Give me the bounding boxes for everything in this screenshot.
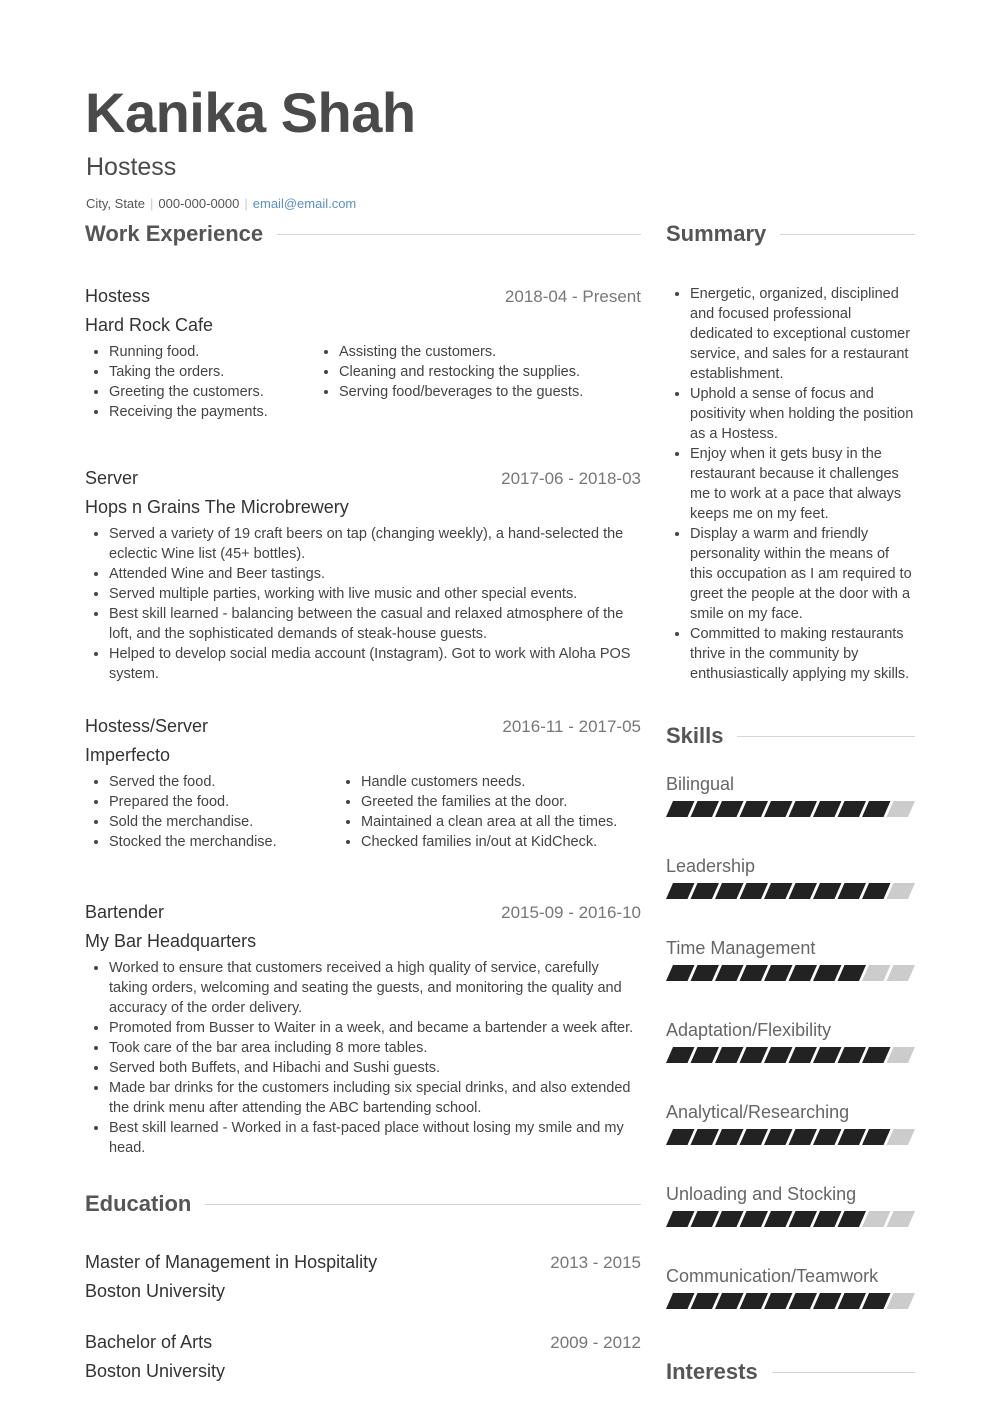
rating-segment-filled — [862, 801, 891, 817]
skills-heading — [666, 720, 915, 752]
rating-segment-filled — [740, 883, 769, 899]
rating-segment-filled — [789, 883, 818, 899]
rating-segment-filled — [740, 1211, 769, 1227]
rating-segment-filled — [715, 1211, 744, 1227]
rating-segment-filled — [740, 1293, 769, 1309]
job-company: My Bar Headquarters — [85, 931, 257, 951]
job-bullets — [85, 524, 641, 684]
school-name: Boston University — [85, 1281, 226, 1301]
bullet-column — [337, 772, 641, 852]
rating-segment-filled — [740, 1047, 769, 1063]
bullet-item: • Helped to develop social media account (Instagram). Got to work with Aloha POS system. — [109, 644, 641, 684]
skill-name: Leadership — [666, 856, 756, 876]
right-column — [666, 218, 915, 1388]
rating-segment-filled — [838, 801, 867, 817]
rating-segment-filled — [813, 801, 842, 817]
rating-segment-filled — [691, 801, 720, 817]
rating-segment-filled — [691, 883, 720, 899]
bullet-item: • Served a variety of 19 craft beers on tap (changing weekly), a hand-selected the eclectic Wine list (45+ bottles). — [109, 524, 641, 564]
education-dates: 2009 - 2012 — [550, 1333, 641, 1352]
rating-segment-filled — [740, 801, 769, 817]
skill-rating-graphic — [666, 1293, 915, 1309]
rating-segment-empty — [887, 965, 916, 981]
bullet-item: • Prepared the food. — [109, 792, 337, 812]
rating-segment-filled — [666, 965, 695, 981]
interests-heading — [666, 1356, 915, 1388]
rating-segment-empty — [862, 965, 891, 981]
rating-segment-filled — [862, 1047, 891, 1063]
bullet-item: • Served multiple parties, working with live music and other special events. — [109, 584, 641, 604]
rating-segment-filled — [862, 1293, 891, 1309]
rating-segment-empty — [887, 1047, 916, 1063]
contact-separator: | — [150, 196, 154, 211]
rating-segment-empty — [887, 801, 916, 817]
skill-rating-bar — [666, 1211, 915, 1227]
skills-list — [666, 772, 915, 1346]
rating-segment-empty — [887, 883, 916, 899]
rating-segment-filled — [789, 1293, 818, 1309]
rating-segment-empty — [887, 1129, 916, 1145]
bullet-item: • Handle customers needs. — [361, 772, 641, 792]
rating-segment-filled — [838, 883, 867, 899]
section-title: Interests — [666, 1359, 758, 1384]
bullet-item: • Served the food. — [109, 772, 337, 792]
rating-segment-filled — [838, 965, 867, 981]
bullet-item: • Took care of the bar area including 8 more tables. — [109, 1038, 641, 1058]
bullet-item: • Cleaning and restocking the supplies. — [339, 362, 641, 382]
bullet-column — [85, 342, 315, 422]
rating-segment-filled — [715, 883, 744, 899]
rating-segment-filled — [691, 965, 720, 981]
summary-item: • Committed to making restaurants thrive in the community by enthusiastically applying my skills. — [690, 624, 915, 684]
section-divider — [772, 1372, 915, 1373]
bullet-item: • Running food. — [109, 342, 315, 362]
section-divider — [780, 234, 915, 235]
summary-list — [666, 284, 915, 684]
section-title: Education — [85, 1191, 192, 1216]
skill-rating-bar — [666, 883, 915, 899]
skill-name: Bilingual — [666, 774, 735, 794]
education-heading — [85, 1188, 641, 1220]
skill-name: Communication/Teamwork — [666, 1266, 879, 1286]
rating-segment-filled — [666, 801, 695, 817]
rating-segment-filled — [691, 1211, 720, 1227]
bullet-column — [85, 772, 337, 852]
section-divider — [205, 1204, 641, 1205]
bullet-item: • Greeting the customers. — [109, 382, 315, 402]
skill-rating-graphic — [666, 1211, 915, 1227]
bullet-item: • Taking the orders. — [109, 362, 315, 382]
rating-segment-filled — [764, 1047, 793, 1063]
summary-item: • Enjoy when it gets busy in the restaurant because it challenges me to work at a pace that always keeps me on my feet. — [690, 444, 915, 524]
school-name: Boston University — [85, 1361, 226, 1381]
contact-line — [86, 196, 356, 211]
rating-segment-filled — [666, 1211, 695, 1227]
education-header — [85, 1332, 641, 1353]
job-header — [85, 286, 641, 307]
job-header — [85, 716, 641, 737]
education-entry — [85, 1252, 641, 1302]
section-divider — [737, 736, 915, 737]
job-company: Imperfecto — [85, 745, 171, 765]
rating-segment-filled — [789, 1129, 818, 1145]
summary-item: • Display a warm and friendly personality within the means of this occupation as I am required to greet the people at the door with a smile on my face. — [690, 524, 915, 624]
skill-item — [666, 854, 915, 936]
job-header — [85, 902, 641, 923]
rating-segment-filled — [813, 1211, 842, 1227]
email-link[interactable]: email@email.com — [252, 196, 357, 211]
rating-segment-filled — [715, 801, 744, 817]
rating-segment-filled — [789, 801, 818, 817]
skill-item — [666, 1264, 915, 1346]
summary-item: • Energetic, organized, disciplined and focused professional dedicated to exceptional customer service, and sales for a restaurant establishment. — [690, 284, 915, 384]
skill-name: Analytical/Researching — [666, 1102, 850, 1122]
job-dates: 2015-09 - 2016-10 — [501, 903, 641, 922]
rating-segment-filled — [838, 1047, 867, 1063]
job-role: Hostess/Server — [85, 716, 209, 736]
skill-rating-graphic — [666, 1047, 915, 1063]
job-bullets — [85, 958, 641, 1158]
contact-separator: | — [244, 196, 248, 211]
skill-item — [666, 1182, 915, 1264]
rating-segment-empty — [887, 1293, 916, 1309]
rating-segment-filled — [813, 1047, 842, 1063]
skill-rating-bar — [666, 801, 915, 817]
job-entry — [85, 468, 641, 684]
left-column — [85, 218, 641, 1382]
job-role: Bartender — [85, 902, 165, 922]
rating-segment-filled — [715, 1129, 744, 1145]
skill-rating-graphic — [666, 801, 915, 817]
rating-segment-filled — [838, 1211, 867, 1227]
skill-item — [666, 772, 915, 854]
location-text: City, State — [86, 196, 146, 211]
skill-item — [666, 936, 915, 1018]
degree-name: Bachelor of Arts — [85, 1332, 213, 1352]
rating-segment-filled — [789, 1047, 818, 1063]
bullet-item: • Worked to ensure that customers received a high quality of service, carefully taking orders, welcoming and seating the guests, and monitoring the quality and accuracy of the order delivery. — [109, 958, 641, 1018]
rating-segment-filled — [764, 801, 793, 817]
skill-item — [666, 1100, 915, 1182]
job-entry — [85, 716, 641, 852]
skill-rating-bar — [666, 965, 915, 981]
bullet-item: • Stocked the merchandise. — [109, 832, 337, 852]
job-header — [85, 468, 641, 489]
job-dates: 2018-04 - Present — [504, 287, 641, 306]
rating-segment-filled — [813, 965, 842, 981]
rating-segment-empty — [887, 1211, 916, 1227]
bullet-item: • Best skill learned - Worked in a fast-paced place without losing my smile and my head. — [109, 1118, 641, 1158]
job-role: Hostess — [85, 286, 151, 306]
education-entry — [85, 1332, 641, 1382]
bullet-item: • Promoted from Busser to Waiter in a week, and became a bartender a week after. — [109, 1018, 641, 1038]
rating-segment-filled — [666, 1293, 695, 1309]
skill-rating-bar — [666, 1293, 915, 1309]
rating-segment-filled — [666, 1047, 695, 1063]
education-dates: 2013 - 2015 — [550, 1253, 641, 1272]
bullet-item: • Serving food/beverages to the guests. — [339, 382, 641, 402]
skill-rating-graphic — [666, 965, 915, 981]
rating-segment-filled — [813, 1293, 842, 1309]
phone-text: 000-000-0000 — [158, 196, 240, 211]
rating-segment-filled — [813, 1129, 842, 1145]
rating-segment-filled — [715, 1047, 744, 1063]
section-title: Work Experience — [85, 221, 264, 246]
rating-segment-filled — [813, 883, 842, 899]
skill-rating-bar — [666, 1047, 915, 1063]
rating-segment-filled — [715, 1293, 744, 1309]
section-title: Summary — [666, 221, 767, 246]
bullet-item: • Greeted the families at the door. — [361, 792, 641, 812]
bullet-item: • Served both Buffets, and Hibachi and Sushi guests. — [109, 1058, 641, 1078]
rating-segment-filled — [838, 1293, 867, 1309]
job-entry — [85, 902, 641, 1158]
job-dates: 2016-11 - 2017-05 — [502, 717, 641, 736]
rating-segment-filled — [764, 1293, 793, 1309]
job-dates: 2017-06 - 2018-03 — [501, 469, 641, 488]
section-title: Skills — [666, 723, 724, 748]
bullet-item: • Receiving the payments. — [109, 402, 315, 422]
rating-segment-filled — [691, 1293, 720, 1309]
bullet-item: • Checked families in/out at KidCheck. — [361, 832, 641, 852]
rating-segment-filled — [740, 1129, 769, 1145]
candidate-title: Hostess — [86, 153, 177, 181]
candidate-name: Kanika Shah — [85, 81, 416, 144]
summary-item: • Uphold a sense of focus and positivity when holding the position as a Hostess. — [690, 384, 915, 444]
work-experience-heading — [85, 218, 641, 250]
job-entry — [85, 286, 641, 422]
rating-segment-filled — [764, 883, 793, 899]
rating-segment-filled — [862, 1129, 891, 1145]
rating-segment-filled — [691, 1047, 720, 1063]
degree-name: Master of Management in Hospitality — [85, 1252, 378, 1272]
bullet-item: • Sold the merchandise. — [109, 812, 337, 832]
education-header — [85, 1252, 641, 1273]
summary-heading — [666, 218, 915, 250]
skill-rating-graphic — [666, 883, 915, 899]
rating-segment-filled — [740, 965, 769, 981]
skill-item — [666, 1018, 915, 1100]
rating-segment-filled — [715, 965, 744, 981]
bullet-item: • Attended Wine and Beer tastings. — [109, 564, 641, 584]
rating-segment-filled — [764, 965, 793, 981]
section-divider — [277, 234, 641, 235]
bullet-item: • Best skill learned - balancing between the casual and relaxed atmosphere of the loft, and the sophisticated demands of steak-house guests. — [109, 604, 641, 644]
job-company: Hard Rock Cafe — [85, 315, 214, 335]
rating-segment-filled — [666, 883, 695, 899]
skill-name: Time Management — [666, 938, 816, 958]
skill-name: Unloading and Stocking — [666, 1184, 857, 1204]
job-bullets — [85, 772, 641, 852]
rating-segment-filled — [764, 1211, 793, 1227]
bullet-item: • Maintained a clean area at all the times. — [361, 812, 641, 832]
rating-segment-filled — [789, 1211, 818, 1227]
rating-segment-filled — [838, 1129, 867, 1145]
skill-rating-bar — [666, 1129, 915, 1145]
bullet-item: • Made bar drinks for the customers including six special drinks, and also extended the drink menu after attending the ABC bartending school. — [109, 1078, 641, 1118]
rating-segment-filled — [764, 1129, 793, 1145]
rating-segment-empty — [862, 1211, 891, 1227]
rating-segment-filled — [862, 883, 891, 899]
job-bullets — [85, 342, 641, 422]
bullet-column — [315, 342, 641, 422]
bullet-item: • Assisting the customers. — [339, 342, 641, 362]
job-role: Server — [85, 468, 139, 488]
rating-segment-filled — [666, 1129, 695, 1145]
job-company: Hops n Grains The Microbrewery — [85, 497, 349, 517]
rating-segment-filled — [691, 1129, 720, 1145]
skill-name: Adaptation/Flexibility — [666, 1020, 832, 1040]
rating-segment-filled — [789, 965, 818, 981]
skill-rating-graphic — [666, 1129, 915, 1145]
